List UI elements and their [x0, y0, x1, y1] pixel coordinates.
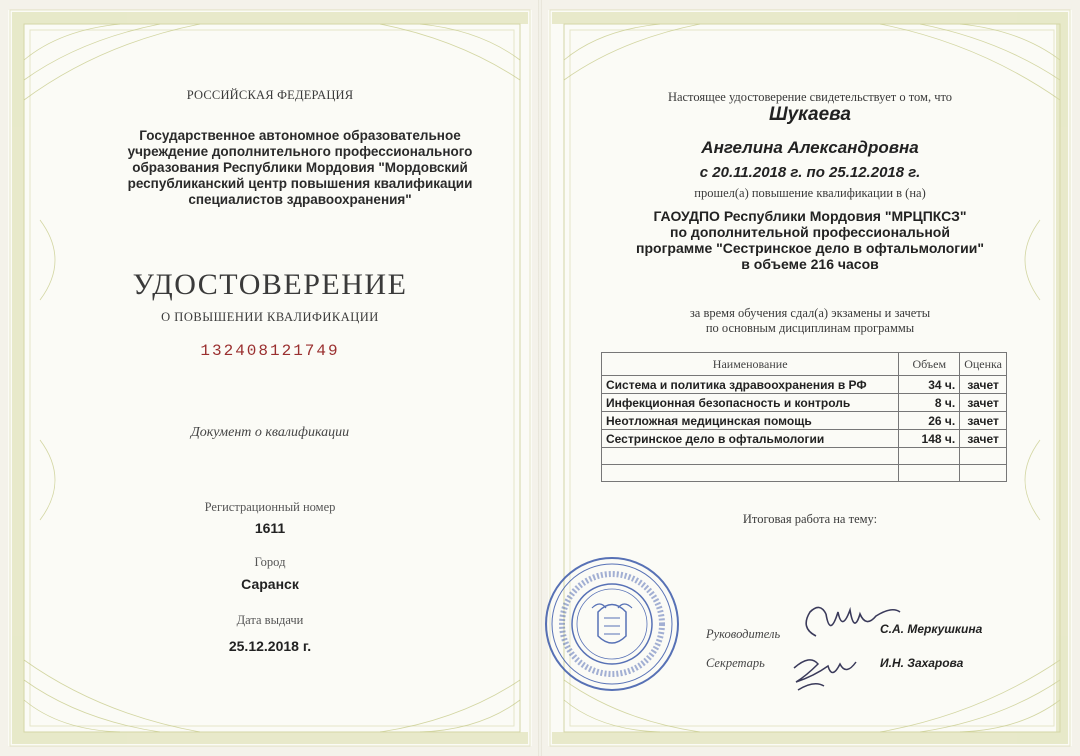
- city-value: Саранск: [241, 576, 299, 592]
- document-subtitle: О ПОВЫШЕНИИ КВАЛИФИКАЦИИ: [161, 310, 379, 324]
- document-number: 132408121749: [200, 342, 340, 360]
- head-label: Руководитель: [706, 627, 781, 641]
- document-kind: Документ о квалификации: [190, 425, 350, 440]
- secretary-label: Секретарь: [706, 656, 765, 670]
- exams-text: [540, 306, 1080, 336]
- secretary-signature: [784, 646, 864, 694]
- holder-name: Ангелина Александровна: [701, 138, 919, 157]
- discipline-name: Инфекционная безопасность и контроль: [602, 394, 899, 412]
- program-line: ГАОУДПО Республики Мордовия "МРЦПКСЗ": [653, 208, 967, 224]
- holder-surname: Шукаева: [769, 104, 851, 125]
- exams-line: за время обучения сдал(а) экзамены и зачеты: [689, 306, 931, 320]
- discipline-hours: 26 ч.: [899, 412, 960, 430]
- passed-text: прошел(а) повышение квалификации в (на): [694, 186, 926, 200]
- discipline-grade: зачет: [960, 430, 1007, 448]
- organization-name: [110, 128, 490, 208]
- discipline-name: Неотложная медицинская помощь: [602, 412, 899, 430]
- table-row-empty: [602, 465, 1007, 482]
- document-title: УДОСТОВЕРЕНИЕ: [132, 268, 408, 301]
- country-name: РОССИЙСКАЯ ФЕДЕРАЦИЯ: [186, 88, 354, 102]
- organization-line: учреждение дополнительного профессионального: [127, 144, 473, 159]
- program-line: по дополнительной профессиональной: [670, 224, 950, 240]
- table-row: [602, 412, 1007, 430]
- table-row: [602, 376, 1007, 394]
- header-grade: Оценка: [960, 353, 1007, 376]
- program-description: [620, 208, 1000, 272]
- organization-line: Государственное автономное образовательное: [139, 128, 461, 143]
- table-row: [602, 394, 1007, 412]
- discipline-grade: зачет: [960, 376, 1007, 394]
- discipline-hours: 148 ч.: [899, 430, 960, 448]
- organization-line: специалистов здравоохранения": [188, 192, 412, 207]
- disciplines-table: [601, 352, 1007, 482]
- header-name: Наименование: [602, 353, 899, 376]
- discipline-name: Система и политика здравоохранения в РФ: [602, 376, 899, 394]
- program-line: в объеме 216 часов: [741, 256, 879, 272]
- issue-date-label: Дата выдачи: [236, 613, 304, 627]
- official-seal-stamp: [540, 552, 710, 702]
- table-row-empty: [602, 448, 1007, 465]
- registration-number: 1611: [254, 520, 286, 536]
- organization-line: образования Республики Мордовия "Мордовский: [132, 160, 468, 175]
- exams-line: по основным дисциплинам программы: [705, 321, 915, 335]
- discipline-name: Сестринское дело в офтальмологии: [602, 430, 899, 448]
- right-page: [540, 0, 1080, 756]
- discipline-hours: 8 ч.: [899, 394, 960, 412]
- final-work-label: Итоговая работа на тему:: [742, 512, 878, 526]
- discipline-grade: зачет: [960, 412, 1007, 430]
- city-label: Город: [254, 555, 286, 569]
- discipline-grade: зачет: [960, 394, 1007, 412]
- discipline-hours: 34 ч.: [899, 376, 960, 394]
- program-line: программе "Сестринское дело в офтальмологии": [636, 240, 984, 256]
- header-volume: Объем: [899, 353, 960, 376]
- head-name: С.А. Меркушкина: [880, 622, 983, 636]
- training-period: с 20.11.2018 г. по 25.12.2018 г.: [699, 164, 921, 181]
- secretary-name: И.Н. Захарова: [880, 656, 964, 670]
- table-row: [602, 430, 1007, 448]
- table-header-row: [602, 353, 1007, 376]
- registration-label: Регистрационный номер: [204, 500, 336, 514]
- intro-text: Настоящее удостоверение свидетельствует о том, что: [667, 90, 953, 104]
- organization-line: республиканский центр повышения квалификации: [127, 176, 473, 191]
- issue-date: 25.12.2018 г.: [228, 638, 312, 654]
